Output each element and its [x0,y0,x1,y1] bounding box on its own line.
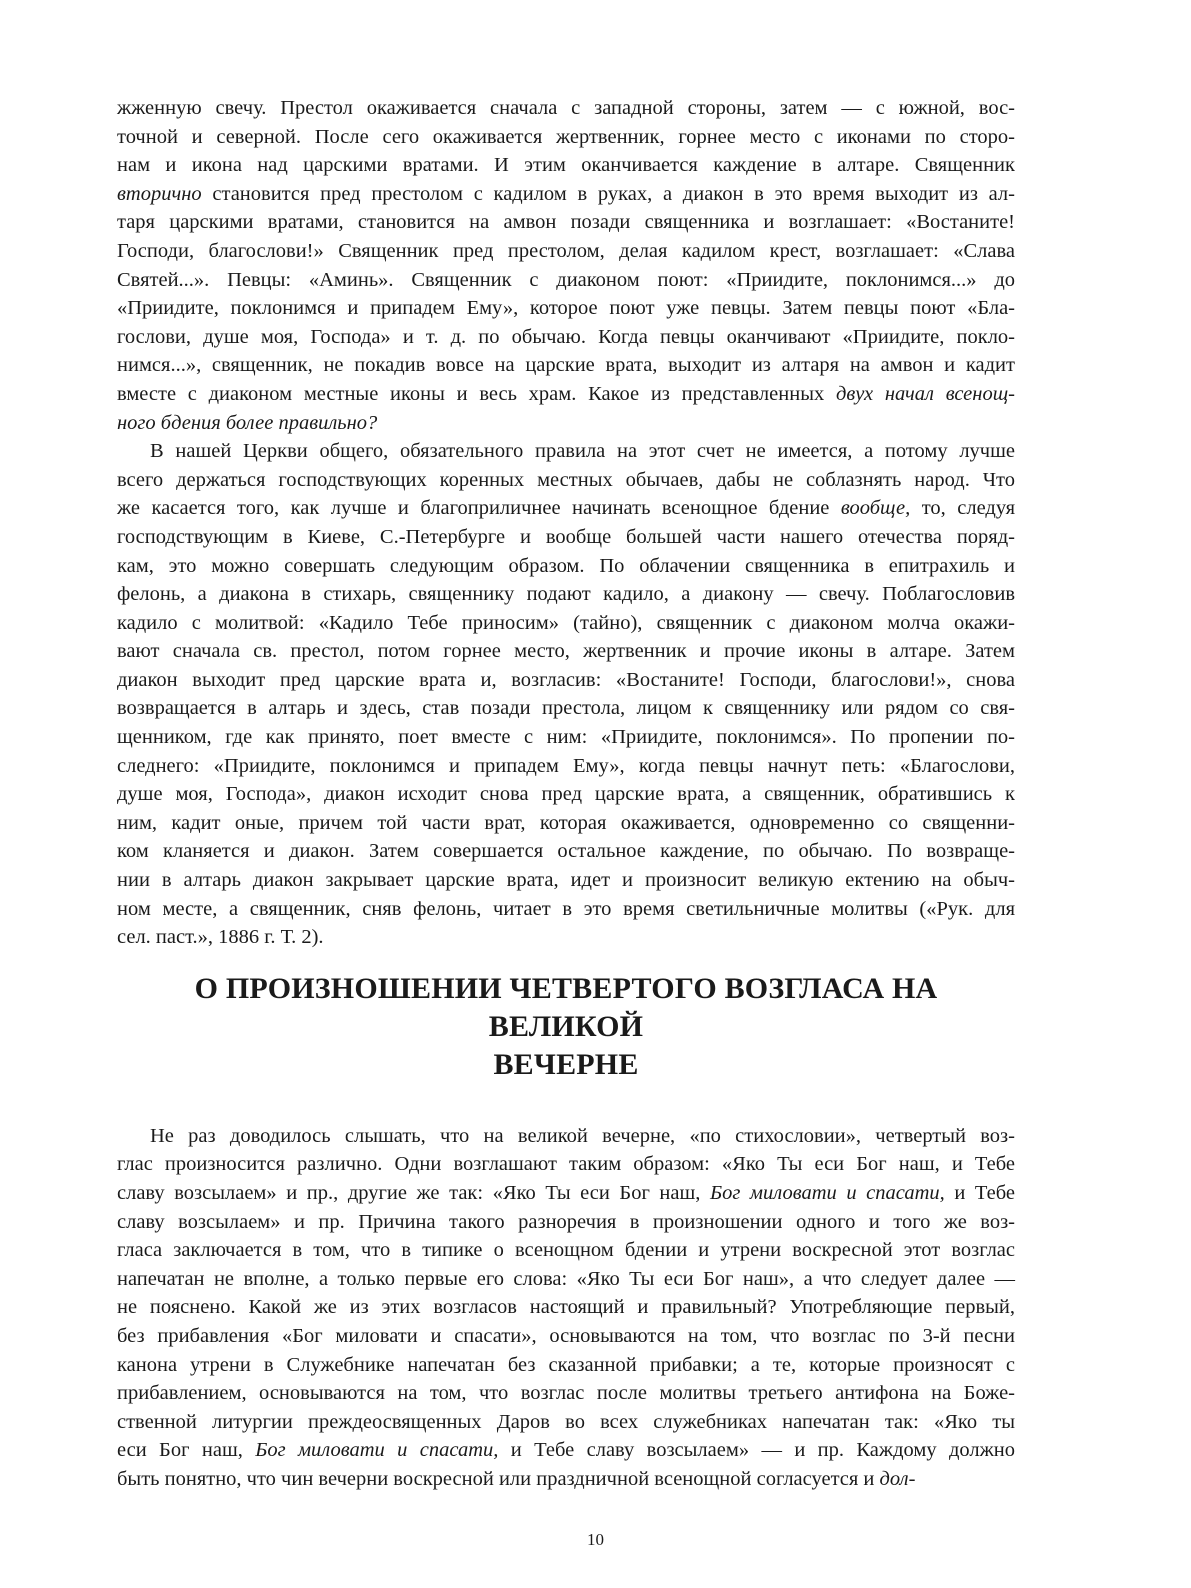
text-line [117,1293,1015,1322]
italic-text: двух начал всенощ- [835,382,1015,405]
text-segment: и Тебе славу возсылаем» — и пр. Каждому должно [498,1439,1015,1462]
text-line [117,380,1015,409]
italic-text: Бог миловати и спасати, [710,1182,945,1204]
text-segment: вают сначала св. престол, потом горнее место, жертвенник и прочие иконы в алтаре. Затем [117,640,1015,663]
text-line [117,151,1015,180]
text-line [117,237,1015,266]
section-heading-line-2: ВЕЧЕРНЕ [493,1047,639,1081]
text-segment: глас произносится различно. Одни возглашают таким образом: «Яко Ты еси Бог наш, и Тебе [117,1153,1015,1176]
text-segment: господствующим в Киеве, С.-Петербурге и вообще большей части нашего отечества поряд- [117,525,1015,548]
text-line [117,866,1015,895]
text-segment: ном месте, а священник, сняв фелонь, читает в это время светильничные молитвы («Рук. для [117,897,1015,920]
text-segment: славу возсылаем» и пр. Причина такого разноречия в произношении одного и того же воз- [117,1210,1015,1233]
paragraph-3 [117,1122,1015,1494]
italic-text: Бог миловати и спасати, [255,1439,499,1462]
text-line [117,94,1015,123]
text-segment: становится пред престолом с кадилом в руках, а диакон в это время выходит из ал- [201,182,1015,205]
text-segment: жженную свечу. Престол окаживается сначала с западной стороны, затем — с южной, вос- [117,97,1015,119]
text-segment: возвращается в алтарь и здесь, став позади престола, лицом к священнику или рядом со свя- [117,697,1015,720]
paragraph-1 [117,94,1015,437]
text-line [117,723,1015,752]
text-line [117,666,1015,695]
text-segment: нам и икона над царскими вратами. И этим оканчивается каждение в алтаре. Священник [117,154,1015,177]
text-line [117,1150,1015,1179]
text-segment: следнего: «Приидите, поклонимся и припадем Ему», когда певцы начнут петь: «Благослови, [117,754,1015,777]
text-line [117,266,1015,295]
text-line [117,1179,1015,1208]
text-line [117,1436,1015,1465]
text-line [117,323,1015,352]
text-line [117,1465,1015,1494]
text-segment: быть понятно, что чин вечерни воскресной или праздничной всенощной согласуется и [117,1467,880,1490]
text-segment: кам, это можно совершать следующим образом. По облачении священника в епитрахиль и [117,554,1015,577]
text-line [117,466,1015,495]
text-segment: еси Бог наш, [117,1439,256,1462]
text-segment: то, следуя [910,497,1015,520]
text-line [117,552,1015,581]
text-line [117,1265,1015,1294]
text-segment: нии в алтарь диакон закрывает царские врата, идет и произносит великую ектению на обыч- [117,869,1015,892]
text-segment: напечатан не вполне, а только первые его слова: «Яко Ты еси Бог наш», а что следует далее — [117,1267,1015,1290]
text-line [117,208,1015,237]
text-segment: гласа заключается в том, что в типике о всенощном бдении и утрени воскресной этот возглас [117,1239,1015,1262]
text-line [117,494,1015,523]
text-line [117,923,1015,952]
text-segment: вместе с диаконом местные иконы и весь храм. Какое из представленных [117,382,836,405]
text-line [117,809,1015,838]
text-line [117,580,1015,609]
italic-text: ного бдения более правильно? [117,411,378,434]
text-segment: В нашей Церкви общего, обязательного правила на этот счет не имеется, а потому лучше [150,440,1015,463]
text-line [117,351,1015,380]
text-line [117,1236,1015,1265]
text-segment: кадило с молитвой: «Кадило Тебе приносим» (тайно), священник с диаконом молча окажи- [117,611,1015,634]
italic-text: вообще, [840,497,911,520]
section-heading [117,970,1015,1084]
italic-text: дол- [879,1467,916,1490]
text-segment: «Приидите, поклонимся и припадем Ему», которое поют уже певцы. Затем певцы поют «Бла- [117,297,1015,320]
text-line [117,1408,1015,1437]
section-heading-line-1: О ПРОИЗНОШЕНИИ ЧЕТВЕРТОГО ВОЗГЛАСА НА ВЕЛИКОЙ [194,971,938,1043]
text-line [117,637,1015,666]
text-segment: диакон выходит пред царские врата и, возгласив: «Востаните! Господи, благослови!», снова [117,668,1015,691]
text-segment: и Тебе [944,1182,1015,1204]
page-body [117,94,1015,1494]
page-number: 10 [587,1530,604,1549]
text-line [117,123,1015,152]
text-line [117,609,1015,638]
text-line [117,752,1015,781]
text-line [117,523,1015,552]
text-line [117,294,1015,323]
text-segment: Не раз доводилось слышать, что на великой вечерне, «по стихословии», четвертый воз- [150,1124,1015,1147]
text-line [117,180,1015,209]
text-segment: фелонь, а диакона в стихарь, священнику подают кадило, а диакону — свечу. Поблагословив [117,583,1015,606]
text-segment: же касается того, как лучше и благоприличнее начинать всенощное бдение [117,497,841,520]
text-segment: гослови, душе моя, Господа» и т. д. по обычаю. Когда певцы оканчивают «Приидите, покло- [117,325,1015,348]
text-line [117,1122,1015,1151]
text-segment: Святей...». Певцы: «Аминь». Священник с диаконом поют: «Приидите, поклонимся...» до [117,268,1015,291]
text-line [117,694,1015,723]
text-line [117,780,1015,809]
text-segment: сел. паст.», 1886 г. Т. 2). [117,926,324,949]
text-segment: таря царскими вратами, становится на амвон позади священника и возглашает: «Востаните! [117,211,1015,234]
text-segment: славу возсылаем» и пр., другие же так: «Яко Ты еси Бог наш, [117,1182,710,1204]
italic-text: вторично [117,182,202,205]
text-segment: всего держаться господствующих коренных местных обычаев, дабы не соблазнять народ. Что [117,468,1015,491]
text-segment: душе моя, Господа», диакон исходит снова пред царские врата, а священник, обратившись к [117,783,1015,806]
text-segment: канона утрени в Служебнике напечатан без сказанной прибавки; а те, которые произносят с [117,1353,1015,1376]
text-line [117,437,1015,466]
text-segment: прибавлением, основываются на том, что возглас после молитвы третьего антифона на Боже- [117,1382,1015,1405]
text-segment: Господи, благослови!» Священник пред престолом, делая кадилом крест, возглашает: «Слава [117,239,1015,262]
text-segment: не пояснено. Какой же из этих возгласов настоящий и правильный? Употребляющие первый, [117,1296,1015,1319]
text-line [117,1379,1015,1408]
text-line [117,1322,1015,1351]
text-segment: нимся...», священник, не покадив вовсе на царские врата, выходит из алтаря на амвон и кадит [117,354,1015,377]
text-line [117,1351,1015,1380]
text-line [117,409,1015,438]
text-segment: ственной литургии преждеосвященных Даров во всех служебниках напечатан так: «Яко ты [117,1410,1015,1433]
text-segment: ком кланяется и диакон. Затем совершается остальное каждение, по обычаю. По возвраще- [117,840,1015,863]
text-segment: ним, кадит оные, причем той части врат, которая окаживается, одновременно со священни- [117,811,1015,834]
text-segment: точной и северной. После сего окаживается жертвенник, горнее место с иконами по сторо- [117,125,1015,148]
text-line [117,837,1015,866]
text-line [117,1208,1015,1237]
paragraph-2 [117,437,1015,952]
text-segment: щенником, где как принято, поет вместе с ним: «Приидите, поклонимся». По пропении по- [117,726,1015,749]
text-line [117,895,1015,924]
text-segment: без прибавления «Бог миловати и спасати», основываются на том, что возглас по 3-й песни [117,1324,1015,1347]
